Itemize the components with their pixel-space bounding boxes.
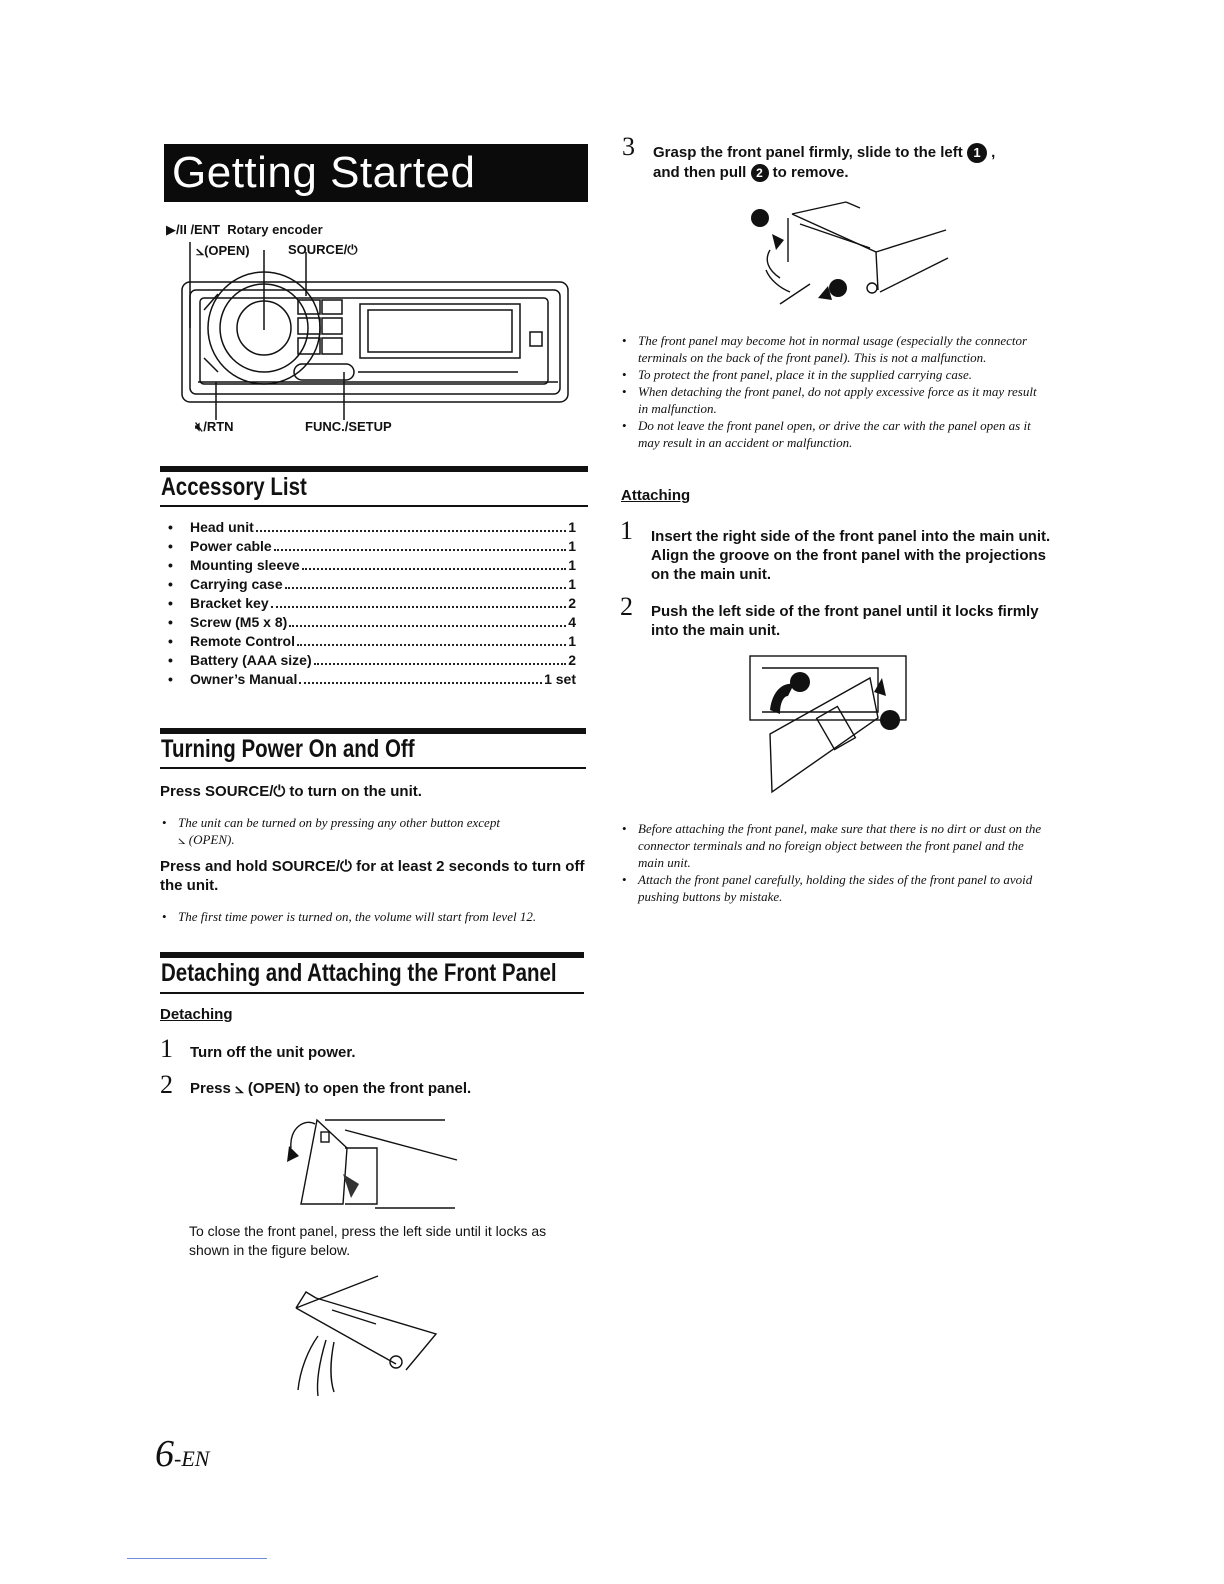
page-title: Getting Started: [164, 144, 588, 202]
list-item: • Bracket key 2: [168, 595, 576, 611]
detach-step-3: Grasp the front panel firmly, slide to the left 1 , and then pull 2 to remove.: [653, 144, 996, 181]
attaching-subheading: Attaching: [621, 487, 691, 504]
accessory-list: [160, 519, 576, 690]
detach-notes: • The front panel may become hot in normal usage (especially the connector terminals on the back of the front panel). This is not a malfunction. • To protect the front panel, place it in the supplied carrying case. • When detaching the front panel, do not apply excessive force as it may result in malfunction. • Do not leave the front panel open, or drive the car with the panel open as it may result in an accident or malfunction.: [620, 332, 1040, 451]
list-item: • Remote Control 1: [168, 633, 576, 649]
list-item: • Power cable 1: [168, 538, 576, 554]
accessory-list-heading: Accessory List: [161, 473, 307, 501]
section-rule: [160, 952, 584, 958]
section-rule: [160, 466, 588, 472]
list-item: • Battery (AAA size) 2: [168, 652, 576, 668]
attach-step-1: Insert the right side of the front panel into the main unit. Align the groove on the front panel with the projections on the main unit.: [651, 528, 1051, 583]
list-item: • Head unit 1: [168, 519, 576, 535]
attach-notes: • Before attaching the front panel, make sure that there is no dirt or dust on the connector terminals and no foreign object between the front panel and the main unit. • Attach the front panel carefully, holding the sides of the front panel to avoid pushing buttons by mistake.: [620, 820, 1044, 905]
marker-1-icon: 1: [967, 143, 987, 163]
step-number: 1: [620, 516, 633, 545]
mute-rtn-label: 🔇︎/RTN: [195, 419, 234, 434]
func-setup-label: FUNC./SETUP: [305, 419, 392, 434]
attach-step-2: Push the left side of the front panel until it locks firmly into the main unit.: [651, 603, 1039, 639]
list-item: • Carrying case 1: [168, 576, 576, 592]
open-panel-illustration: [285, 1108, 465, 1212]
close-panel-text: To close the front panel, press the left side until it locks as shown in the figure below.: [189, 1223, 547, 1258]
marker-2-icon: 2: [751, 164, 769, 182]
divider: [127, 1558, 267, 1559]
list-item: • Owner’s Manual 1 set: [168, 671, 576, 687]
power-on-instruction: Press SOURCE/⏻ to turn on the unit.: [160, 783, 422, 800]
list-item: • Mounting sleeve 1: [168, 557, 576, 573]
head-unit-diagram: [178, 232, 573, 422]
step-number: 2: [160, 1070, 173, 1099]
power-off-instruction: Press and hold SOURCE/⏻ for at least 2 seconds to turn off the unit.: [160, 858, 585, 894]
open-icon: ⦣: [178, 832, 186, 847]
source-label: SOURCE/⏻: [288, 242, 358, 257]
step-number: 3: [622, 132, 635, 161]
play-ent-label: ▶/II /ENT Rotary encoder: [166, 222, 323, 237]
power-heading: Turning Power On and Off: [161, 735, 415, 763]
section-rule: [160, 505, 588, 507]
power-volume-note: • The first time power is turned on, the volume will start from level 12.: [160, 908, 590, 925]
mute-icon: 🔇︎: [195, 419, 204, 434]
step-number: 2: [620, 592, 633, 621]
page-number: 6-EN: [155, 1433, 210, 1475]
open-icon: ⦣: [196, 242, 205, 258]
section-rule: [160, 728, 586, 734]
step-number: 1: [160, 1034, 173, 1063]
open-label: ⦣(OPEN): [196, 242, 250, 258]
detaching-subheading: Detaching: [160, 1006, 233, 1023]
detach-heading: Detaching and Attaching the Front Panel: [161, 959, 557, 987]
section-rule: [160, 767, 586, 769]
detach-step-1: Turn off the unit power.: [190, 1044, 356, 1061]
power-on-note: • The unit can be turned on by pressing any other button except ⦣ (OPEN).: [160, 814, 580, 848]
attach-panel-illustration: [748, 652, 918, 798]
section-rule: [160, 992, 584, 994]
open-icon: ⦣: [235, 1080, 244, 1097]
remove-panel-illustration: [750, 200, 950, 312]
list-item: • Screw (M5 x 8) 4: [168, 614, 576, 630]
detach-step-2: Press ⦣ (OPEN) to open the front panel.: [190, 1080, 472, 1097]
close-panel-illustration: [286, 1270, 456, 1400]
